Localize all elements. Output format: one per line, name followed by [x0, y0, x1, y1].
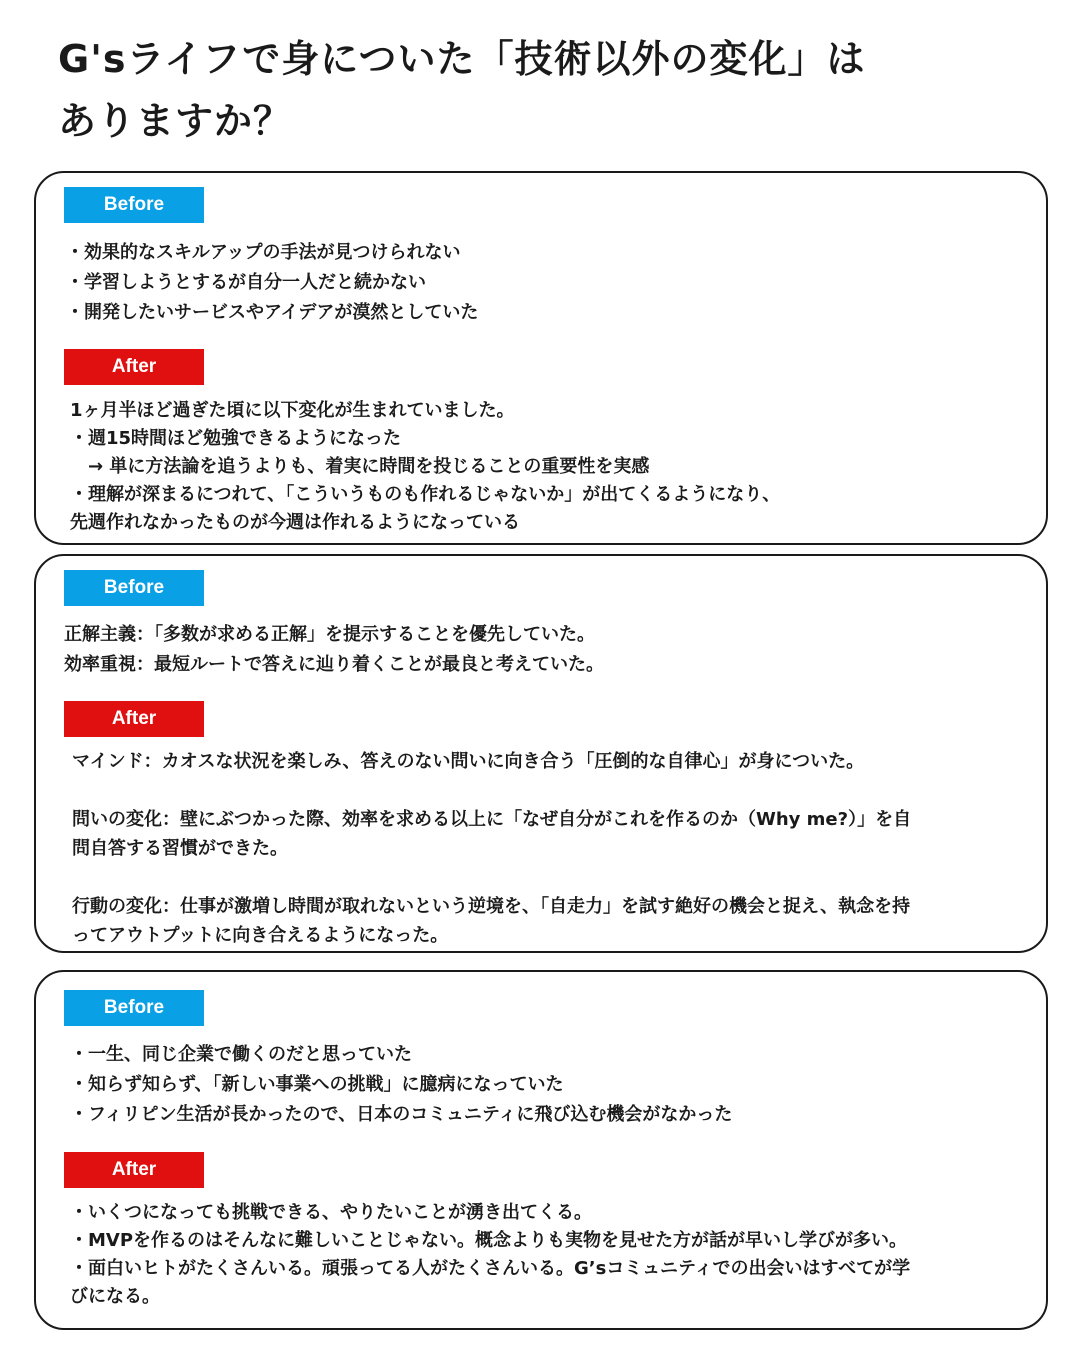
- change-card-1: [34, 171, 1048, 545]
- after-list: [70, 397, 1022, 537]
- list-spacer: [72, 776, 1022, 805]
- list-item: ってアウトプットに向き合えるようになった。: [72, 925, 449, 946]
- list-item: びになる。: [70, 1286, 160, 1307]
- list-item: ・一生、同じ企業で働くのだと思っていた: [70, 1044, 412, 1065]
- list-item: 問自答する習慣ができた。: [72, 838, 288, 859]
- list-item: ・週15時間ほど勉強できるようになった: [70, 428, 402, 449]
- before-label: Before: [64, 990, 204, 1026]
- list-item: ・面白いヒトがたくさんいる。頑張ってる人がたくさんいる。G’sコミュニティでの出会いはすべてが学: [70, 1258, 911, 1279]
- change-card-3: [34, 970, 1048, 1330]
- list-item: ・フィリピン生活が長かったので、日本のコミュニティに飛び込む機会がなかった: [70, 1104, 733, 1125]
- before-label: Before: [64, 570, 204, 606]
- before-label: Before: [64, 187, 204, 223]
- list-spacer: [72, 863, 1022, 892]
- list-item: ・効果的なスキルアップの手法が見つけられない: [66, 242, 461, 263]
- list-item: 先週作れなかったものが今週は作れるようになっている: [70, 512, 520, 533]
- after-label: After: [64, 701, 204, 737]
- page-title-line-1: G'sライフで身についた「技術以外の変化」は: [58, 37, 866, 81]
- list-item: マインド：カオスな状況を楽しみ、答えのない問いに向き合う「圧倒的な自律心」が身についた。: [72, 751, 865, 772]
- change-card-2: [34, 554, 1048, 953]
- list-item: 効率重視：最短ルートで答えに辿り着くことが最良と考えていた。: [64, 654, 604, 675]
- list-item: → 単に方法論を追うよりも、着実に時間を投じることの重要性を実感: [70, 456, 650, 477]
- list-item: ・MVPを作るのはそんなに難しいことじゃない。概念よりも実物を見せた方が話が早いし学びが多い。: [70, 1230, 908, 1251]
- before-list: [70, 1040, 1022, 1130]
- list-item: 正解主義：「多数が求める正解」を提示することを優先していた。: [64, 624, 595, 645]
- page-title-line-2: ありますか？: [58, 99, 293, 143]
- page-title: [58, 28, 1038, 152]
- list-item: ・知らず知らず、「新しい事業への挑戦」に臆病になっていた: [70, 1074, 564, 1095]
- list-item: ・開発したいサービスやアイデアが漠然としていた: [66, 302, 479, 323]
- list-item: ・いくつになっても挑戦できる、やりたいことが湧き出てくる。: [70, 1202, 592, 1223]
- list-item: 行動の変化：仕事が激増し時間が取れないという逆境を、「自走力」を試す絶好の機会と捉え、執念を持: [72, 896, 911, 917]
- after-label: After: [64, 1152, 204, 1188]
- after-list: [70, 1199, 1022, 1311]
- list-item: 1ヶ月半ほど過ぎた頃に以下変化が生まれていました。: [70, 400, 515, 421]
- before-list: [66, 238, 1022, 328]
- after-label: After: [64, 349, 204, 385]
- after-list: [72, 747, 1022, 950]
- list-item: ・理解が深まるにつれて、「こういうものも作れるじゃないか」が出てくるようになり、: [70, 484, 781, 505]
- before-list: [64, 620, 1022, 680]
- list-item: ・学習しようとするが自分一人だと続かない: [66, 272, 426, 293]
- list-item: 問いの変化：壁にぶつかった際、効率を求める以上に「なぜ自分がこれを作るのか（Why me?）」を自: [72, 809, 912, 830]
